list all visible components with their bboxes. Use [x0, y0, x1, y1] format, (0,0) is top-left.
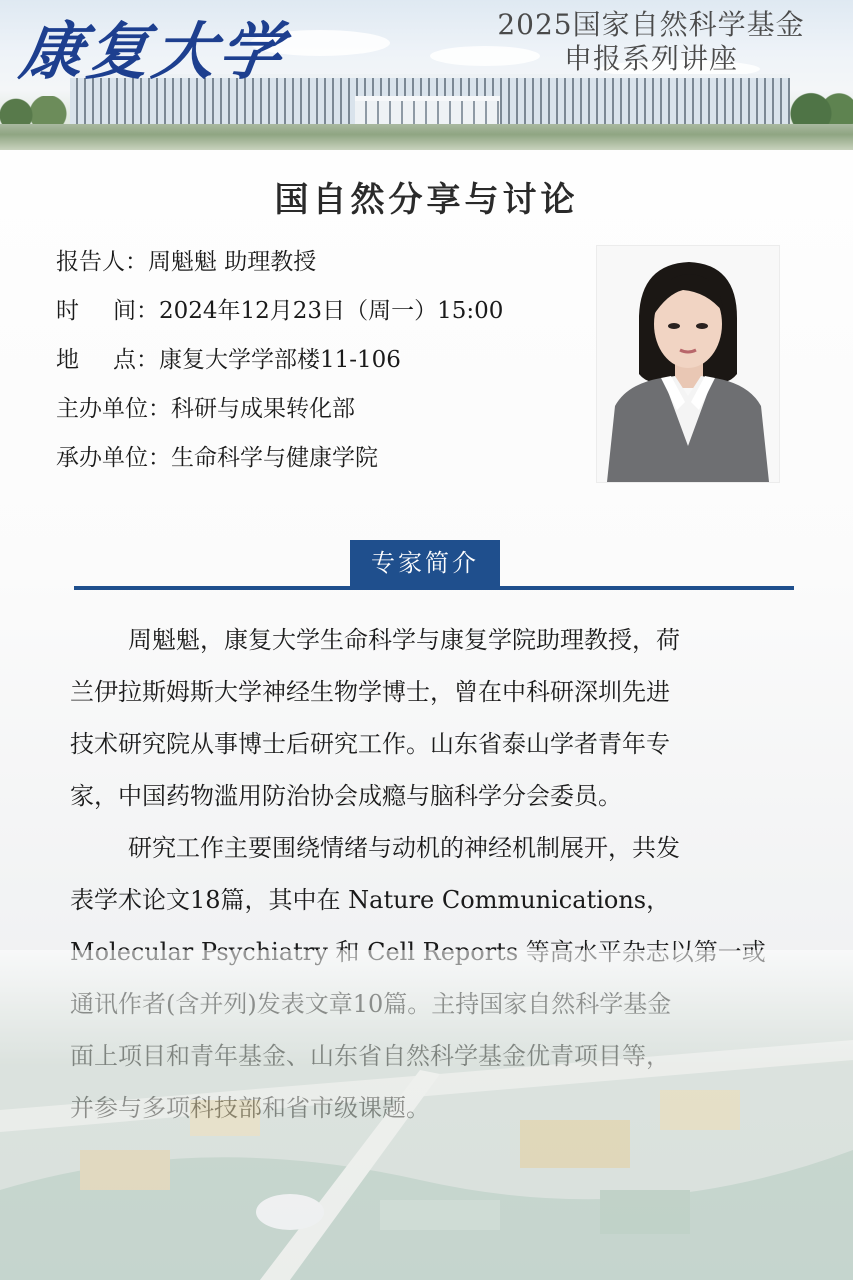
aerial-illustration: [0, 950, 853, 1280]
organizer-row: [56, 436, 576, 485]
place-label-b: 点：: [113, 347, 159, 373]
host-row: [56, 387, 576, 436]
bio-line: 表学术论文18篇，其中在 Nature Communications，: [70, 886, 671, 914]
time-label-a: 时: [56, 298, 79, 324]
bio-line: 研究工作主要围绕情绪与动机的神经机制展开，共发: [128, 834, 680, 862]
bio-line: 兰伊拉斯姆斯大学神经生物学博士，曾在中科研深圳先进: [70, 678, 670, 706]
speaker-row: [56, 240, 576, 289]
time-label-b: 间：: [113, 298, 159, 324]
place-label-a: 地: [56, 347, 79, 373]
page-title: 国自然分享与讨论: [274, 180, 579, 220]
time-value: 2024年12月23日（周一）15:00: [159, 298, 504, 324]
host-value: 科研与成果转化部: [171, 396, 355, 422]
lawn: [0, 124, 853, 150]
lecture-series-title: [491, 8, 811, 76]
place-row: [56, 338, 576, 387]
bio-line: 技术研究院从事博士后研究工作。山东省泰山学者青年专: [70, 730, 670, 758]
organizer-label: 承办单位：: [56, 445, 171, 471]
host-label: 主办单位：: [56, 396, 171, 422]
portrait-illustration: [597, 246, 779, 482]
speaker-label: 报告人：: [56, 249, 148, 275]
event-info: [56, 240, 576, 485]
section-title: 专家简介: [350, 540, 500, 586]
bio-line: 家，中国药物滥用防治协会成瘾与脑科学分会委员。: [70, 782, 622, 810]
series-line-1: 2025国家自然科学基金: [497, 8, 805, 41]
university-logo: 康复大学: [16, 15, 291, 88]
speaker-value: 周魁魁 助理教授: [148, 249, 317, 275]
speaker-portrait: [596, 245, 780, 483]
place-value: 康复大学学部楼11-106: [159, 347, 401, 373]
aerial-campus-background: [0, 950, 853, 1280]
trees: [783, 92, 853, 128]
bio-line: 周魁魁，康复大学生命科学与康复学院助理教授，荷: [128, 626, 680, 654]
organizer-value: 生命科学与健康学院: [171, 445, 378, 471]
header-banner: [0, 0, 853, 150]
series-line-2: 申报系列讲座: [563, 42, 738, 75]
time-row: [56, 289, 576, 338]
section-divider: [74, 586, 794, 590]
